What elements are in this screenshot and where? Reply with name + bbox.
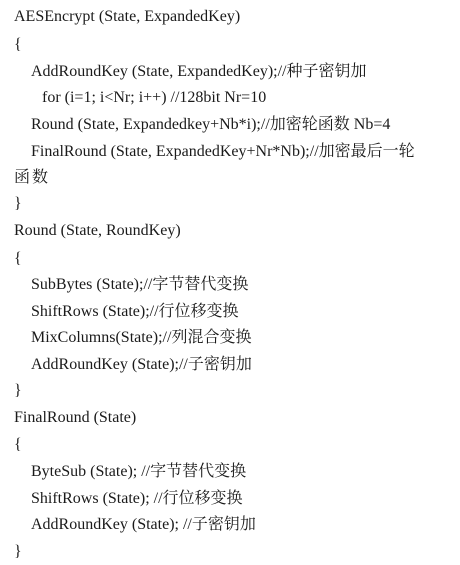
code-line-addroundkey-round: AddRoundKey (State);//子密钥加 (31, 356, 252, 373)
code-line-open-brace-3: { (14, 436, 22, 453)
code-line-mixcolumns: MixColumns(State);//列混合变换 (31, 329, 252, 346)
code-line-finalround-signature: FinalRound (State) (14, 409, 137, 426)
code-line-open-brace-1: { (14, 36, 22, 53)
code-line-finalround-call: FinalRound (State, ExpandedKey+Nr*Nb);//加密最后一轮 (31, 143, 415, 160)
code-line-close-brace-1: } (14, 195, 22, 212)
code-line-round-signature: Round (State, RoundKey) (14, 222, 181, 239)
code-line-close-brace-2: } (14, 382, 22, 399)
code-line-shiftrows-1: ShiftRows (State);//行位移变换 (31, 303, 239, 320)
code-line-addroundkey-final: AddRoundKey (State); //子密钥加 (31, 516, 256, 533)
code-line-round-call: Round (State, Expandedkey+Nb*i);//加密轮函数 Nb=4 (31, 116, 391, 133)
code-line-for-loop: for (i=1; i<Nr; i++) //128bit Nr=10 (42, 89, 267, 106)
code-line-finalround-comment-wrap: 函数 (14, 169, 51, 186)
code-line-close-brace-3: } (14, 543, 22, 560)
code-line-shiftrows-2: ShiftRows (State); //行位移变换 (31, 490, 243, 507)
code-line-bytesub: ByteSub (State); //字节替代变换 (31, 463, 247, 480)
code-line-aesencrypt-signature: AESEncrypt (State, ExpandedKey) (14, 8, 241, 25)
code-line-subbytes: SubBytes (State);//字节替代变换 (31, 276, 249, 293)
code-line-open-brace-2: { (14, 250, 22, 267)
code-line-addroundkey-initial: AddRoundKey (State, ExpandedKey);//种子密钥加 (31, 63, 367, 80)
